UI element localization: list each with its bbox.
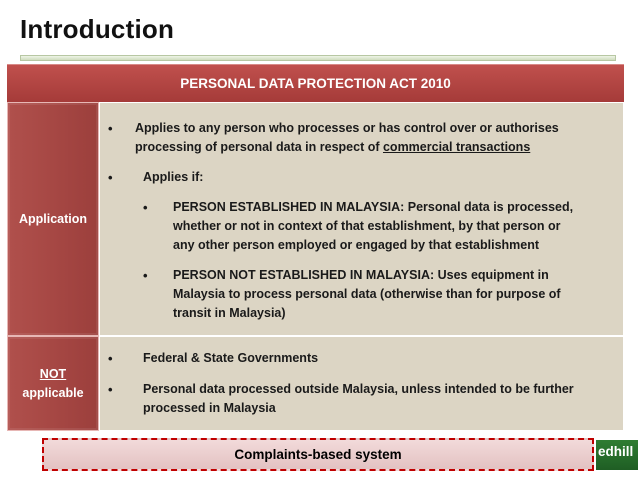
not-applicable-label — [7, 336, 99, 431]
page-title: Introduction — [20, 14, 175, 44]
bullet-icon: • — [108, 382, 113, 397]
table-header: PERSONAL DATA PROTECTION ACT 2010 — [7, 64, 624, 102]
item-text-line: PERSON NOT ESTABLISHED IN MALAYSIA: Uses equipment in — [173, 268, 549, 282]
bullet-icon: • — [143, 268, 148, 283]
complaints-banner — [42, 438, 594, 471]
item-text-line: any other person employed or engaged by that establishment — [173, 238, 540, 252]
commercial-transactions-link[interactable]: commercial transactions — [382, 140, 531, 154]
item-text-line: processed in Malaysia — [143, 401, 276, 415]
item-text-segment: processing of personal data in respect of — [135, 140, 383, 154]
item-text-line: Applies to any person who processes or has control over or authorises — [135, 121, 559, 135]
item-text-line: transit in Malaysia) — [173, 306, 286, 320]
title-divider — [20, 55, 616, 61]
application-content — [99, 102, 624, 336]
item-text-line: Malaysia to process personal data (otherwise than for purpose of — [173, 287, 561, 301]
application-label — [7, 102, 99, 336]
bullet-icon: • — [108, 351, 113, 366]
bullet-icon: • — [108, 121, 113, 136]
bullet-icon: • — [143, 200, 148, 215]
item-text-line — [135, 138, 530, 157]
not-applicable-label-line2: applicable — [22, 385, 84, 400]
item-text-line: PERSON ESTABLISHED IN MALAYSIA: Personal data is processed, — [173, 200, 574, 214]
item-text-line: Applies if: — [143, 170, 204, 184]
banner-text: Complaints-based system — [234, 447, 402, 462]
bullet-icon: • — [108, 170, 113, 185]
logo-text: edhill — [598, 444, 634, 459]
item-text-line: Federal & State Governments — [143, 351, 319, 365]
item-text-line: whether or not in context of that establishment, by that person or — [173, 219, 561, 233]
not-applicable-content — [99, 336, 624, 431]
application-label-text: Application — [18, 212, 88, 226]
item-text-line: Personal data processed outside Malaysia, unless intended to be further — [143, 382, 574, 396]
not-applicable-label-line1: NOT — [39, 366, 67, 381]
